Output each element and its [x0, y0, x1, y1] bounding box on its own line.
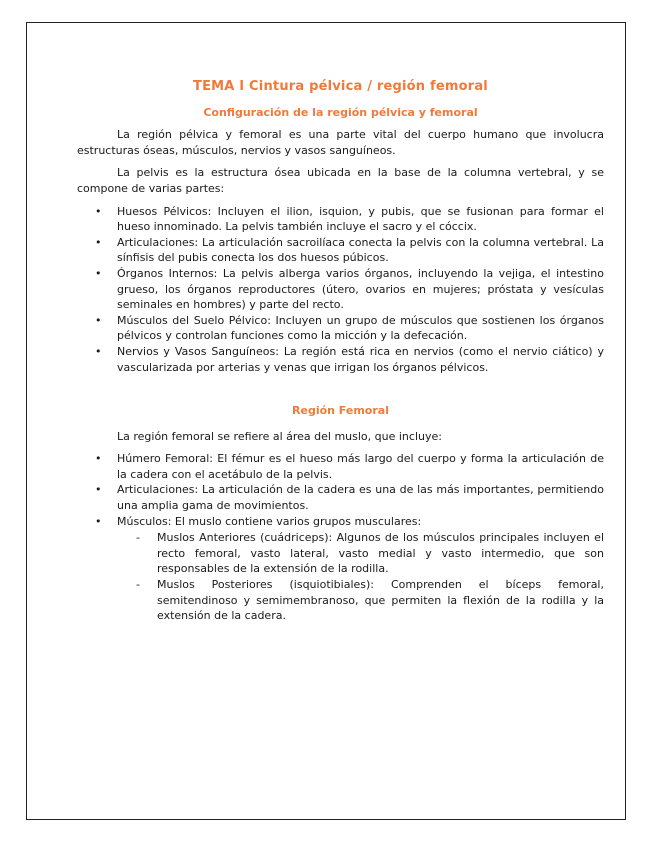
- sublist-item: - Muslos Anteriores (cuádriceps): Algunos de los músculos principales incluyen el recto femoral, vasto lateral, vasto medial y vasto intermedio, que son responsables de la extensión de la rodilla.: [117, 530, 604, 577]
- pelvis-list: [77, 204, 604, 376]
- list-item-muscles: [77, 514, 604, 624]
- page-subtitle: Configuración de la región pélvica y femoral: [203, 105, 478, 119]
- list-item: • Órganos Internos: La pelvis alberga varios órganos, incluyendo la vejiga, el intestino grueso, los órganos reproductores (útero, ovarios en mujeres; próstata y vesículas seminales en hombres) y parte del recto.: [77, 266, 604, 313]
- femoral-section-heading: Región Femoral: [292, 404, 389, 418]
- document-page: [26, 22, 626, 820]
- pelvis-intro-paragraph: La pelvis es la estructura ósea ubicada en la base de la columna vertebral, y se compone de varias partes:: [77, 166, 604, 195]
- muscle-sublist: [117, 530, 604, 624]
- list-item-text: Músculos: El muslo contiene varios grupos musculares:: [117, 514, 422, 528]
- page-title: TEMA I Cintura pélvica / región femoral: [193, 79, 488, 94]
- list-item: • Articulaciones: La articulación sacroilíaca conecta la pelvis con la columna vertebral. La sínfisis del pubis conecta los dos huesos púbicos.: [77, 235, 604, 266]
- intro-paragraph: La región pélvica y femoral es una parte vital del cuerpo humano que involucra estructuras óseas, músculos, nervios y vasos sanguíneos.: [77, 128, 604, 157]
- list-item: • Articulaciones: La articulación de la cadera es una de las más importantes, permitiendo una amplia gama de movimientos.: [77, 482, 604, 513]
- femoral-list: [77, 451, 604, 624]
- document-content: [77, 79, 604, 624]
- list-item: • Nervios y Vasos Sanguíneos: La región está rica en nervios (como el nervio ciático) y vascularizada por arterias y venas que irrigan los órganos pélvicos.: [77, 344, 604, 375]
- list-item: • Húmero Femoral: El fémur es el hueso más largo del cuerpo y forma la articulación de la cadera con el acetábulo de la pelvis.: [77, 451, 604, 482]
- list-item: • Músculos del Suelo Pélvico: Incluyen un grupo de músculos que sostienen los órganos pélvicos y controlan funciones como la micción y la defecación.: [77, 313, 604, 344]
- list-item: • Huesos Pélvicos: Incluyen el ilion, isquion, y pubis, que se fusionan para formar el hueso innominado. La pelvis también incluye el sacro y el cóccix.: [77, 204, 604, 235]
- sublist-item: - Muslos Posteriores (isquiotibiales): Comprenden el bíceps femoral, semitendinoso y semimembranoso, que permiten la flexión de la rodilla y la extensión de la cadera.: [117, 577, 604, 624]
- femoral-intro-paragraph: La región femoral se refiere al área del muslo, que incluye:: [117, 429, 442, 443]
